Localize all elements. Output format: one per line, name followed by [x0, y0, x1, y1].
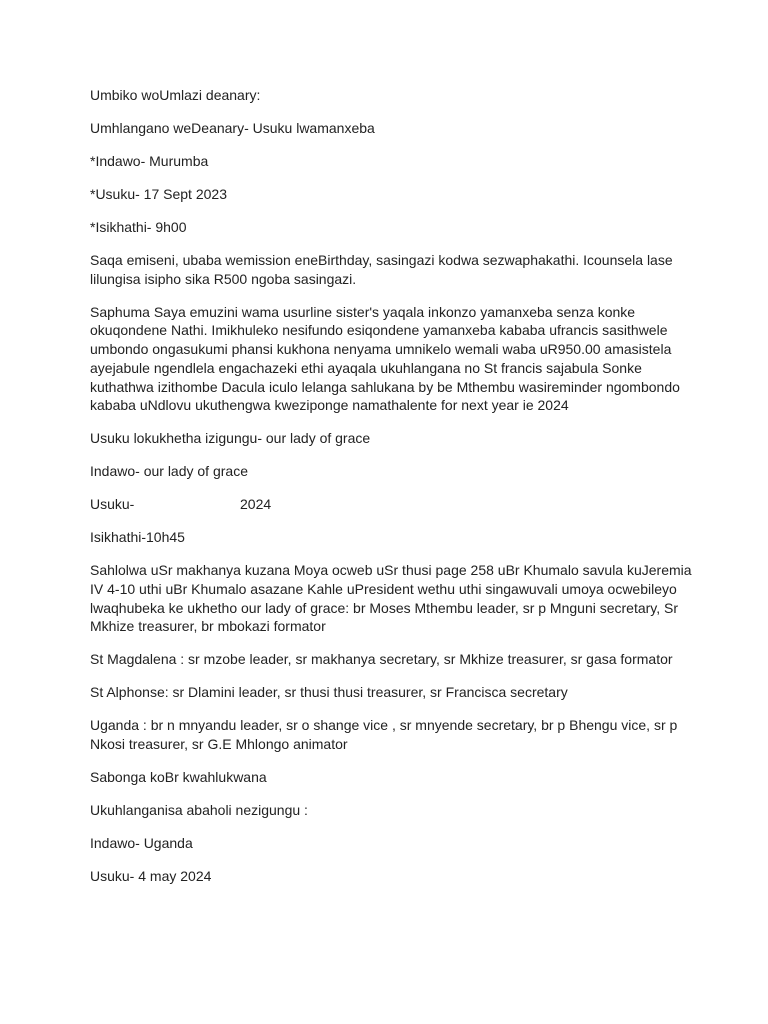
- guild-uganda: Uganda : br n mnyandu leader, sr o shange vice , sr mnyende secretary, br p Bhengu vice, sr p Nkosi treasurer, sr G.E Mhlongo animator: [90, 717, 678, 753]
- meeting-venue: *Indawo- Murumba: [90, 153, 209, 169]
- document-title: Umbiko woUmlazi deanary:: [90, 87, 261, 103]
- meeting-heading: Umhlangano weDeanary- Usuku lwamanxeba: [90, 120, 375, 136]
- gathering-heading: Ukuhlanganisa abaholi nezigungu :: [90, 802, 308, 819]
- gathering-date: Usuku- 4 may 2024: [90, 868, 212, 885]
- paragraph-elections: Sahlolwa uSr makhanya kuzana Moya ocweb uSr thusi page 258 uBr Khumalo savula kuJeremia IV 4-10 uthi uBr Khumalo asazane Kahle uPresident wethu uthi singawuvali umoya ocwebileyo lwaqhubeka ke ukhetho our lady of grace: br Moses Mthembu leader, sr p Mnguni secretary, Sr Mkhize treasurer, br mbokazi formator: [90, 562, 692, 635]
- guild-st-alphonse: St Alphonse: sr Dlamini leader, sr thusi thusi treasurer, sr Francisca secretary: [90, 684, 568, 701]
- gathering-venue: Indawo- Uganda: [90, 835, 193, 852]
- thanks-line: Sabonga koBr kwahlukwana: [90, 769, 267, 786]
- elections-heading: Usuku lokukhetha izigungu- our lady of grace: [90, 430, 371, 447]
- elections-date: [90, 495, 700, 514]
- paragraph-mass: Saqa emiseni, ubaba wemission eneBirthday, sasingazi kodwa sezwaphakathi. Icounsela lase lilungisa isipho sika R500 ngoba sasingazi.: [90, 252, 673, 287]
- guild-st-magdalena: St Magdalena : sr mzobe leader, sr makhanya secretary, sr Mkhize treasurer, sr gasa formator: [90, 651, 673, 668]
- document-body: [90, 86, 700, 900]
- elections-venue: Indawo- our lady of grace: [90, 463, 248, 480]
- meeting-date: *Usuku- 17 Sept 2023: [90, 186, 227, 202]
- elections-date-year: 2024: [240, 496, 272, 513]
- paragraph-service: Saphuma Saya emuzini wama usurline sister's yaqala inkonzo yamanxeba senza konke okuqondene Nathi. Imikhuleko nesifundo esiqondene yamanxeba kababa ufrancis sasithwele umbondo ongasukumi phansi kukhona nenyama umnikelo wemali waba uR950.00 amasistela ayejabule ngendlela engachazeki ethi ayaqala ukuhlangana no St francis sajabula Sonke kuthathwa izithombe Dacula iculo lelanga sahlukana by be Mthembu wasireminder ngombondo kababa uNdlovu ukuthengwa kweziponge namathalente for next year ie 2024: [90, 303, 680, 414]
- meeting-time: *Isikhathi- 9h00: [90, 219, 187, 235]
- elections-time: Isikhathi-10h45: [90, 529, 185, 546]
- elections-date-label: Usuku-: [90, 496, 135, 513]
